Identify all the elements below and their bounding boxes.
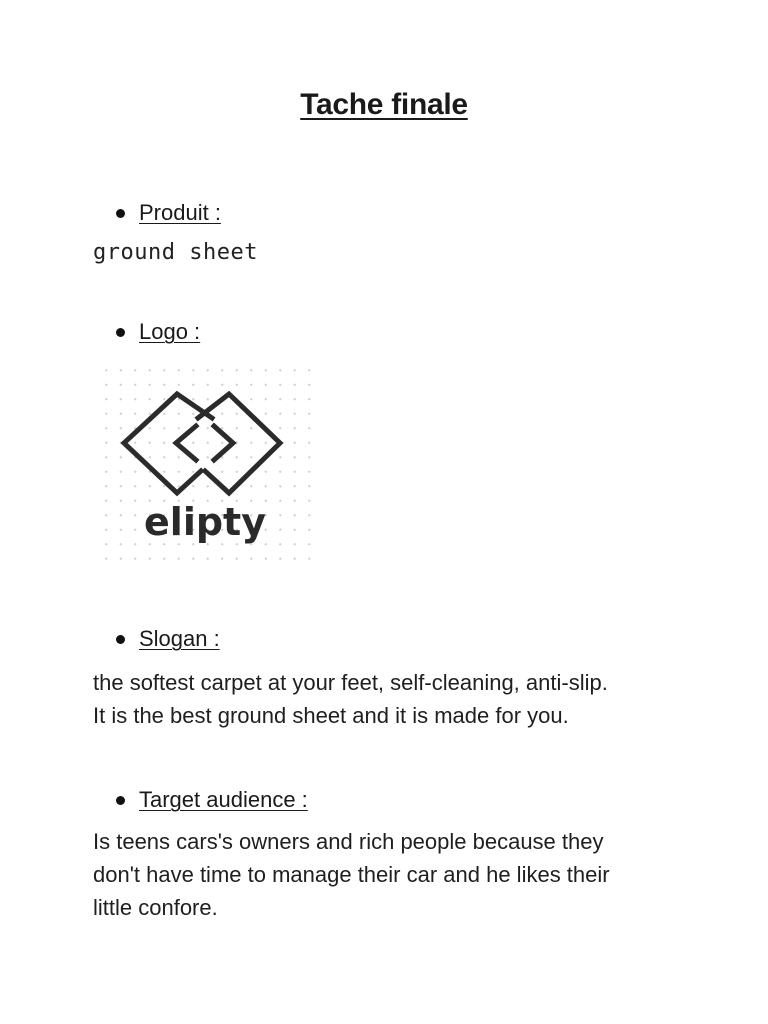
bullet-dot [116,796,125,805]
slogan-line: It is the best ground sheet and it is made for you. [93,703,569,728]
target-line: little confore. [93,895,218,920]
bullet-target-audience [116,786,308,814]
slogan-text [93,666,713,732]
bullet-dot [116,635,125,644]
produit-value: ground sheet [93,240,258,265]
bullet-slogan [116,625,220,653]
target-line: don't have time to manage their car and he likes their [93,862,610,887]
bullet-dot [116,209,125,218]
slogan-label: Slogan : [139,626,220,651]
page-title: Tache finale [300,88,468,121]
logo-brand-name: elipty [144,500,266,544]
bullet-logo [116,318,200,346]
target-audience-label: Target audience : [139,787,308,812]
slogan-line: the softest carpet at your feet, self-cleaning, anti-slip. [93,670,608,695]
target-line: Is teens cars's owners and rich people because they [93,829,604,854]
logo-image [96,360,314,568]
target-audience-text [93,825,713,924]
logo-label: Logo : [139,319,201,344]
bullet-dot [116,328,125,337]
bullet-produit [116,199,221,227]
produit-label: Produit : [139,200,221,225]
